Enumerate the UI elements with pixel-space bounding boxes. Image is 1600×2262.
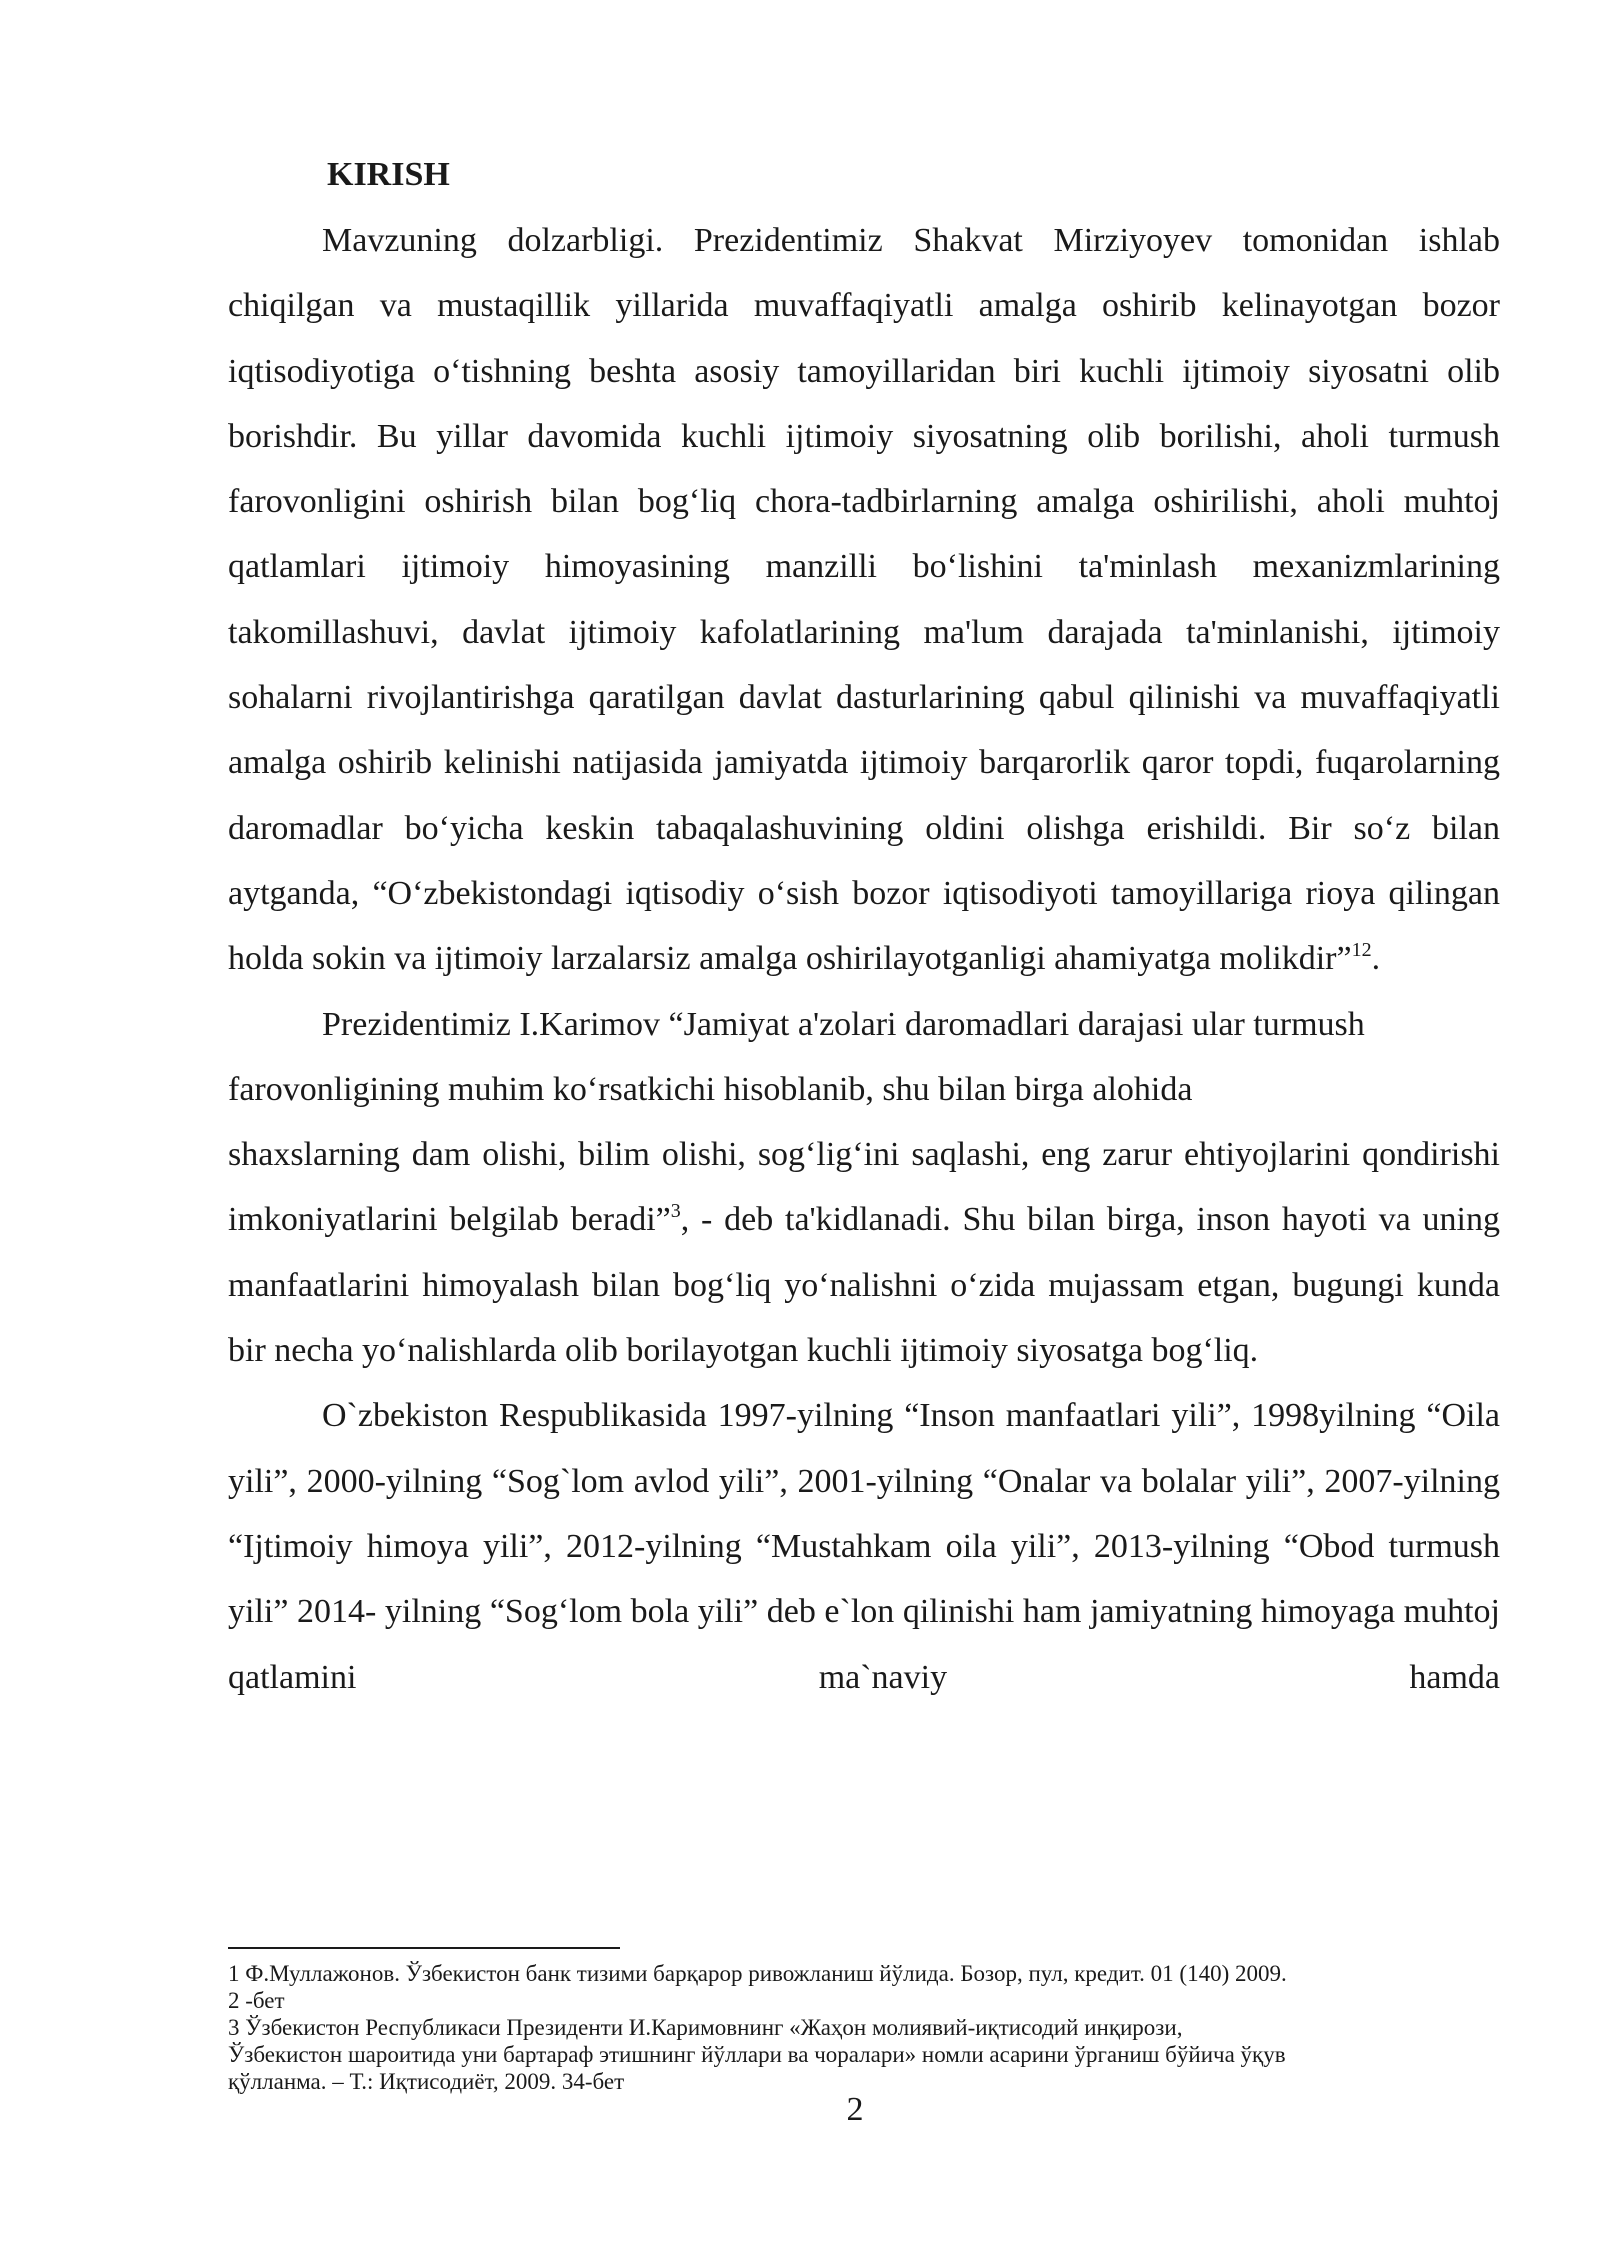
- footnotes: [228, 1960, 1500, 2095]
- paragraph-karimov: [228, 1122, 1500, 1383]
- footnote-divider: [228, 1947, 620, 1949]
- footnote-reference: 3: [670, 1200, 681, 1223]
- paragraph-text: shaxslarning dam olishi, bilim olishi, sog‘lig‘ini saqlashi, eng zarur ehtiyojlarini qondirishi imkoniyatlarini belgilab beradi”: [228, 1136, 1500, 1239]
- body-text: [228, 208, 1500, 1710]
- footnote-reference: 12: [1351, 939, 1372, 962]
- section-heading: KIRISH: [327, 156, 450, 193]
- paragraph-text: Prezidentimiz I.Karimov “Jamiyat a'zolari daromadlari darajasi ular turmush farovonligining muhim ko‘rsatkichi hisoblanib, shu bilan birga alohida: [228, 1005, 1365, 1108]
- paragraph-text: Mavzuning dolzarbligi. Prezidentimiz Shakvat Mirziyoyev tomonidan ishlab chiqilgan va mustaqillik yillarida muvaffaqiyatli amalga oshirib kelinayotgan bozor iqtisodiyotiga o‘tishning beshta asosiy tamoyillaridan biri kuchli ijtimoiy siyosatni olib borishdir. Bu yillar davomida kuchli ijtimoiy siyosatning olib borilishi, aholi turmush farovonligini oshirish bilan bog‘liq chora-tadbirlarning amalga oshirilishi, aholi muhtoj qatlamlari ijtimoiy himoyasining manzilli bo‘lishini ta'minlash mexanizmlarining takomillashuvi, davlat ijtimoiy kafolatlarining ma'lum darajada ta'minlanishi, ijtimoiy sohalarni rivojlantirishga qaratilgan davlat dasturlarining qabul qilinishi va muvaffaqiyatli amalga oshirib kelinishi natijasida jamiyatda ijtimoiy barqarorlik qaror topdi, fuqarolarning daromadlar bo‘yicha keskin tabaqalashuvining oldini olishga erishildi. Bir so‘z bilan aytganda, “O‘zbekistondagi iqtisodiy o‘sish bozor iqtisodiyoti tamoyillariga rioya qilingan holda sokin va ijtimoiy larzalarsiz amalga oshirilayotganligi ahamiyatga molikdir”: [228, 222, 1500, 978]
- paragraph-relevance: [228, 208, 1500, 992]
- paragraph-end: .: [1371, 940, 1381, 978]
- page-number: 2: [846, 2091, 864, 2128]
- footnote-line: 1 Ф.Муллажонов. Ўзбекистон банк тизими барқарор ривожланиш йўлида. Бозор, пул, кредит. 01 (140) 2009.: [228, 1961, 1287, 1986]
- paragraph-karimov-first-line: [228, 992, 1500, 1123]
- footnote-line: қўлланма. – Т.: Иқтисодиёт, 2009. 34-бет: [228, 2069, 625, 2094]
- footnote-line: Ўзбекистон шароитида уни бартараф этишнинг йўллари ва чоралари» номли асарини ўрганиш бўйича ўқув: [228, 2042, 1286, 2067]
- footnote-line: 3 Ўзбекистон Республикаси Президенти И.Каримовнинг «Жаҳон молиявий-иқтисодий инқирози,: [228, 2015, 1183, 2040]
- footnote-line: 2 -бет: [228, 1988, 285, 2013]
- paragraph-years: O`zbekiston Respublikasida 1997-yilning “Inson manfaatlari yili”, 1998yilning “Oila yili”, 2000-yilning “Sog`lom avlod yili”, 2001-yilning “Onalar va bolalar yili”, 2007-yilning “Ijtimoiy himoya yili”, 2012-yilning “Mustahkam oila yili”, 2013-yilning “Obod turmush yili” 2014- yilning “Sog‘lom bola yili” deb e`lon qilinishi ham jamiyatning himoyaga muhtoj qatlamini ma`naviy hamda: [228, 1397, 1500, 1696]
- paragraph-text: , - deb ta'kidlanadi. Shu bilan birga, inson hayoti va uning manfaatlarini himoyalash bilan bog‘liq yo‘nalishni o‘zida mujassam etgan, bugungi kunda bir necha yo‘nalishlarda olib borilayotgan kuchli ijtimoiy siyosatga bog‘liq.: [228, 1201, 1500, 1370]
